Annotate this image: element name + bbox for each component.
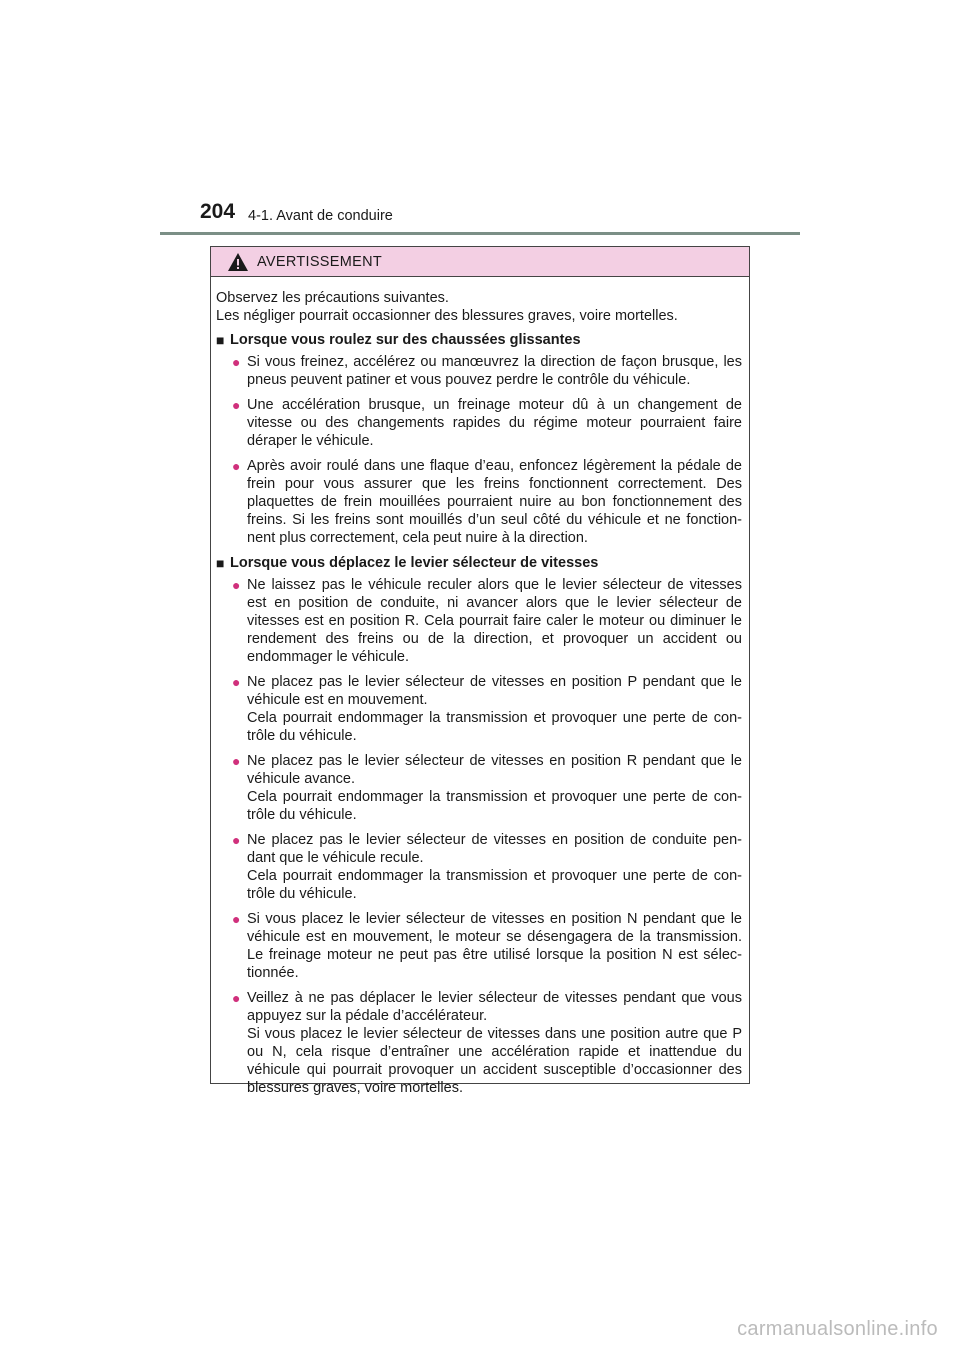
warning-sections [216,331,742,1097]
header-divider [160,232,800,235]
list-item-text: Ne placez pas le levier sélecteur de vitesses en position P pendant que le véhicule est en mouvement. Cela pourrait endommager la transmission et provoquer une perte de con-trôle du véhicule. [247,674,742,744]
square-bullet-icon: ■ [216,555,225,571]
list-item-text: Ne placez pas le levier sélecteur de vitesses en position R pendant que le véhicule avance. Cela pourrait endommager la transmission et provoquer une perte de con-trôle du véhicule. [247,753,742,823]
section-heading-text: Lorsque vous roulez sur des chaussées glissantes [230,332,581,348]
warning-header [211,247,749,277]
page-number: 204 [200,200,236,223]
list-item-text: Ne placez pas le levier sélecteur de vitesses en position de conduite pen-dant que le véhicule recule. Cela pourrait endommager la transmission et provoquer une perte de con-trôle du véhicule. [247,832,742,902]
warning-section [216,554,742,1097]
round-bullet-icon: ● [232,832,241,848]
round-bullet-icon: ● [232,911,241,927]
intro-line-2: Les négliger pourrait occasionner des blessures graves, voire mortelles. [216,308,678,324]
round-bullet-icon: ● [232,354,241,370]
list-item-text: Si vous placez le levier sélecteur de vitesses en position N pendant que le véhicule est en mouvement, le moteur se désengagera de la transmission. Le freinage moteur ne peut pas être utilisé lorsque la position N est sélec-tionnée. [247,911,742,981]
list-item [232,396,742,450]
list-item [232,752,742,824]
round-bullet-icon: ● [232,577,241,593]
warning-box [210,246,750,1096]
round-bullet-icon: ● [232,397,241,413]
warning-title: AVERTISSEMENT [257,253,383,270]
list-item-text: Si vous freinez, accélérez ou manœuvrez la direction de façon brusque, les pneus peuvent patiner et vous pouvez perdre le contrôle du véhicule. [247,354,742,388]
round-bullet-icon: ● [232,458,241,474]
round-bullet-icon: ● [232,990,241,1006]
list-item-text: Ne laissez pas le véhicule reculer alors que le levier sélecteur de vitesses est en position de conduite, ni avancer alors que le levier sélecteur de vitesses est en position R. Cela pourrait faire caler le moteur ou diminuer le rendement des freins ou de la direction, et provoquer un accident ou endommager le véhicule. [247,577,742,665]
section-title: 4-1. Avant de conduire [248,208,393,224]
square-bullet-icon: ■ [216,332,225,348]
list-item [232,989,742,1097]
list-item [232,457,742,547]
watermark: carmanualsonline.info [737,1318,938,1340]
warning-triangle-icon [227,252,249,272]
list-item-text: Veillez à ne pas déplacer le levier sélecteur de vitesses pendant que vous appuyez sur la pédale d’accélérateur. Si vous placez le levier sélecteur de vitesses dans une position autre que P ou N, cela risque d’entraîner une accélération rapide et inattendue du véhicule qui pourrait provoquer un accident susceptible d’occasionner des blessures graves, voire mortelles. [247,990,742,1096]
section-heading [216,554,742,572]
warning-section [216,331,742,547]
list-item-text: Après avoir roulé dans une flaque d’eau, enfoncez légèrement la pédale de frein pour vous assurer que les freins fonctionnent correctement. Des plaquettes de frein mouillées pourraient nuire au bon fonctionnement des freins. Si les freins sont mouillés d’un seul côté du véhicule et ne fonction-nent plus correctement, cela peut nuire à la direction. [247,458,742,546]
section-heading [216,331,742,349]
round-bullet-icon: ● [232,674,241,690]
section-heading-text: Lorsque vous déplacez le levier sélecteur de vitesses [230,555,599,571]
list-item [232,353,742,389]
list-item [232,910,742,982]
intro-line-1: Observez les précautions suivantes. [216,290,449,306]
list-item [232,831,742,903]
warning-body [211,277,749,1097]
list-item-text: Une accélération brusque, un freinage moteur dû à un changement de vitesse ou des changements rapides du régime moteur pourraient faire déraper le véhicule. [247,397,742,449]
round-bullet-icon: ● [232,753,241,769]
list-item [232,673,742,745]
list-item [232,576,742,666]
